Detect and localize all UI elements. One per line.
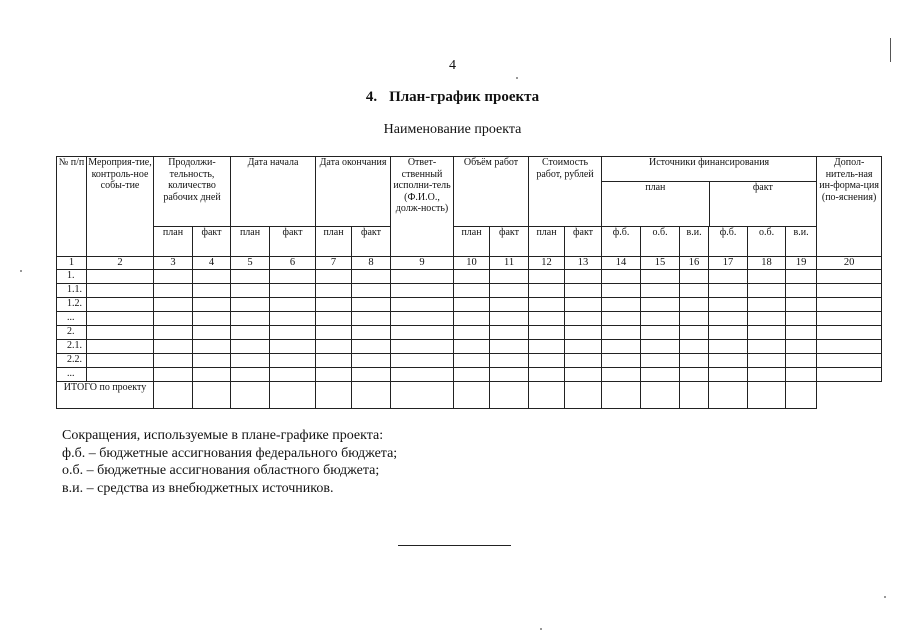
table-cell bbox=[529, 353, 565, 367]
table-cell bbox=[786, 367, 817, 381]
table-cell bbox=[154, 353, 193, 367]
table-cell bbox=[391, 325, 454, 339]
header-plan-fb: ф.б. bbox=[602, 227, 641, 257]
table-cell bbox=[680, 269, 709, 283]
table-cell bbox=[391, 353, 454, 367]
table-cell bbox=[270, 297, 316, 311]
table-cell bbox=[748, 381, 786, 408]
header-volume-plan: план bbox=[454, 227, 490, 257]
row-number: 2.2. bbox=[57, 353, 87, 367]
header-sources: Источники финансирования bbox=[648, 157, 770, 168]
table-cell bbox=[786, 325, 817, 339]
table-cell bbox=[231, 311, 270, 325]
table-cell bbox=[641, 339, 680, 353]
table-cell bbox=[748, 325, 786, 339]
header-duration-plan: план bbox=[154, 227, 193, 257]
abbreviations-notes bbox=[62, 427, 397, 497]
table-cell bbox=[748, 283, 786, 297]
table-cell bbox=[680, 311, 709, 325]
table-cell bbox=[748, 339, 786, 353]
table-row bbox=[57, 367, 882, 381]
table-cell bbox=[641, 283, 680, 297]
table-cell bbox=[154, 381, 193, 408]
table-cell bbox=[490, 325, 529, 339]
table-cell bbox=[193, 325, 231, 339]
table-cell bbox=[786, 339, 817, 353]
column-number: 19 bbox=[786, 257, 817, 270]
table-cell bbox=[87, 353, 154, 367]
table-cell bbox=[270, 381, 316, 408]
end-rule bbox=[398, 545, 511, 546]
table-cell bbox=[391, 339, 454, 353]
table-cell bbox=[817, 367, 882, 381]
header-start-fact: факт bbox=[270, 227, 316, 257]
table-cell bbox=[193, 353, 231, 367]
table-cell bbox=[817, 269, 882, 283]
table-row bbox=[57, 339, 882, 353]
header-fact-ob: о.б. bbox=[748, 227, 786, 257]
table-cell bbox=[641, 325, 680, 339]
table-cell bbox=[641, 297, 680, 311]
table-cell bbox=[154, 283, 193, 297]
table-cell bbox=[786, 283, 817, 297]
header-start-plan: план bbox=[231, 227, 270, 257]
table-cell bbox=[490, 367, 529, 381]
column-number: 10 bbox=[454, 257, 490, 270]
header-cost-plan: план bbox=[529, 227, 565, 257]
column-number: 5 bbox=[231, 257, 270, 270]
table-cell bbox=[680, 339, 709, 353]
table-cell bbox=[529, 381, 565, 408]
table-cell bbox=[709, 381, 748, 408]
table-cell bbox=[231, 297, 270, 311]
table-row bbox=[57, 269, 882, 283]
table-cell bbox=[680, 297, 709, 311]
table-cell bbox=[817, 283, 882, 297]
table-cell bbox=[454, 325, 490, 339]
table-cell bbox=[391, 367, 454, 381]
header-additional: Допол-нитель-ная ин-форма-ция (по-яснения) bbox=[817, 157, 882, 257]
table-cell bbox=[454, 381, 490, 408]
table-cell bbox=[748, 269, 786, 283]
table-cell bbox=[270, 353, 316, 367]
table-cell bbox=[193, 367, 231, 381]
table-cell bbox=[817, 297, 882, 311]
table-cell bbox=[154, 325, 193, 339]
header-cost-fact: факт bbox=[565, 227, 602, 257]
table-cell bbox=[709, 297, 748, 311]
table-cell bbox=[817, 311, 882, 325]
column-number: 4 bbox=[193, 257, 231, 270]
table-cell bbox=[391, 297, 454, 311]
table-cell bbox=[193, 381, 231, 408]
column-number: 7 bbox=[316, 257, 352, 270]
table-cell bbox=[641, 381, 680, 408]
table-cell bbox=[352, 367, 391, 381]
table-cell bbox=[193, 297, 231, 311]
table-cell bbox=[154, 297, 193, 311]
table-cell bbox=[352, 297, 391, 311]
table-cell bbox=[352, 269, 391, 283]
table-cell bbox=[709, 283, 748, 297]
table-cell bbox=[529, 339, 565, 353]
table-cell bbox=[454, 269, 490, 283]
header-fact-vi: в.и. bbox=[786, 227, 817, 257]
table-cell bbox=[602, 367, 641, 381]
table-cell bbox=[817, 325, 882, 339]
table-cell bbox=[565, 297, 602, 311]
header-event: Мероприя-тие, контроль-ное собы-тие bbox=[87, 157, 154, 257]
table-cell bbox=[352, 283, 391, 297]
total-row bbox=[57, 381, 882, 408]
header-cost: Стоимость работ, рублей bbox=[529, 157, 602, 227]
column-number: 18 bbox=[748, 257, 786, 270]
table-cell bbox=[602, 381, 641, 408]
row-number: 1.2. bbox=[57, 297, 87, 311]
table-cell bbox=[602, 325, 641, 339]
page-number: 4 bbox=[449, 58, 456, 73]
table-cell bbox=[231, 381, 270, 408]
table-cell bbox=[154, 339, 193, 353]
column-number: 6 bbox=[270, 257, 316, 270]
note-item: в.и. – средства из внебюджетных источников. bbox=[62, 480, 334, 496]
row-number: 1. bbox=[57, 269, 87, 283]
scan-speck bbox=[20, 270, 22, 272]
table-cell bbox=[490, 381, 529, 408]
table-cell bbox=[709, 353, 748, 367]
table-cell bbox=[316, 353, 352, 367]
table-cell bbox=[270, 311, 316, 325]
column-number: 16 bbox=[680, 257, 709, 270]
table-cell bbox=[454, 311, 490, 325]
table-cell bbox=[748, 367, 786, 381]
table-cell bbox=[316, 311, 352, 325]
table-cell bbox=[316, 269, 352, 283]
row-number: ... bbox=[57, 367, 87, 381]
table-cell bbox=[565, 283, 602, 297]
table-cell bbox=[490, 283, 529, 297]
table-cell bbox=[231, 339, 270, 353]
section-number: 4. bbox=[365, 89, 378, 105]
table-cell bbox=[529, 297, 565, 311]
table-cell bbox=[316, 283, 352, 297]
table-cell bbox=[490, 311, 529, 325]
table-cell bbox=[316, 339, 352, 353]
table-cell bbox=[87, 283, 154, 297]
table-body bbox=[57, 269, 882, 381]
table-cell bbox=[786, 297, 817, 311]
table-row bbox=[57, 311, 882, 325]
table-cell bbox=[231, 283, 270, 297]
table-cell bbox=[680, 367, 709, 381]
table-cell bbox=[565, 269, 602, 283]
header-start-date: Дата начала bbox=[231, 157, 316, 227]
scan-speck bbox=[540, 628, 542, 630]
project-name-label: Наименование проекта bbox=[383, 122, 522, 137]
table-cell bbox=[529, 325, 565, 339]
table-cell bbox=[748, 353, 786, 367]
column-number: 9 bbox=[391, 257, 454, 270]
table-cell bbox=[270, 367, 316, 381]
table-cell bbox=[270, 283, 316, 297]
column-number: 2 bbox=[87, 257, 154, 270]
table-cell bbox=[87, 297, 154, 311]
table-cell bbox=[193, 269, 231, 283]
table-cell bbox=[602, 283, 641, 297]
table-cell bbox=[231, 325, 270, 339]
table-cell bbox=[87, 325, 154, 339]
column-number: 15 bbox=[641, 257, 680, 270]
table-cell bbox=[391, 381, 454, 408]
table-cell bbox=[270, 339, 316, 353]
column-number: 13 bbox=[565, 257, 602, 270]
header-duration-fact: факт bbox=[193, 227, 231, 257]
table-cell bbox=[352, 353, 391, 367]
table-cell bbox=[352, 325, 391, 339]
table-cell bbox=[786, 311, 817, 325]
table-cell bbox=[786, 353, 817, 367]
scan-edge-mark bbox=[890, 38, 891, 62]
table-cell bbox=[680, 283, 709, 297]
table-cell bbox=[565, 311, 602, 325]
table-cell bbox=[565, 339, 602, 353]
table-cell bbox=[641, 353, 680, 367]
row-number: 1.1. bbox=[57, 283, 87, 297]
note-item: о.б. – бюджетные ассигнования областного бюджета; bbox=[62, 463, 380, 478]
table-cell bbox=[316, 367, 352, 381]
column-number: 8 bbox=[352, 257, 391, 270]
table-cell bbox=[529, 311, 565, 325]
table-cell bbox=[565, 353, 602, 367]
header-plan-vi: в.и. bbox=[680, 227, 709, 257]
table-cell bbox=[786, 381, 817, 408]
table-cell bbox=[316, 381, 352, 408]
column-number: 20 bbox=[817, 257, 882, 270]
table-cell bbox=[87, 339, 154, 353]
header-no: № п/п bbox=[57, 157, 87, 257]
table-cell bbox=[490, 297, 529, 311]
column-number: 11 bbox=[490, 257, 529, 270]
table-cell bbox=[154, 269, 193, 283]
table-cell bbox=[193, 339, 231, 353]
row-number: 2. bbox=[57, 325, 87, 339]
header-responsible: Ответ-ственный исполни-тель (Ф.И.О., долж-ность) bbox=[391, 157, 454, 257]
table-cell bbox=[391, 269, 454, 283]
table-cell bbox=[193, 311, 231, 325]
table-cell bbox=[602, 353, 641, 367]
table-cell bbox=[454, 367, 490, 381]
table-cell bbox=[352, 311, 391, 325]
table-cell bbox=[565, 325, 602, 339]
header-sources-plan: план bbox=[602, 182, 710, 226]
total-label: ИТОГО по проекту bbox=[57, 381, 154, 408]
header-volume: Объём работ bbox=[454, 157, 529, 227]
section-title bbox=[0, 89, 905, 106]
column-number: 1 bbox=[57, 257, 87, 270]
table-cell bbox=[87, 311, 154, 325]
table-cell bbox=[154, 367, 193, 381]
table-row bbox=[57, 353, 882, 367]
table-cell bbox=[529, 283, 565, 297]
table-cell bbox=[709, 367, 748, 381]
section-title-text: План-график проекта bbox=[389, 89, 540, 105]
table-cell bbox=[709, 325, 748, 339]
table-cell bbox=[454, 339, 490, 353]
table-cell bbox=[529, 269, 565, 283]
table-cell bbox=[270, 325, 316, 339]
table-cell bbox=[680, 325, 709, 339]
notes-heading: Сокращения, используемые в плане-графике проекта: bbox=[62, 428, 384, 443]
table-cell bbox=[391, 283, 454, 297]
table-cell bbox=[641, 311, 680, 325]
table-cell bbox=[565, 367, 602, 381]
table-cell bbox=[602, 297, 641, 311]
table-cell bbox=[817, 339, 882, 353]
table-cell bbox=[680, 353, 709, 367]
table-cell bbox=[529, 367, 565, 381]
table-cell bbox=[231, 353, 270, 367]
row-number: ... bbox=[57, 311, 87, 325]
table-cell bbox=[490, 339, 529, 353]
header-duration: Продолжи-тельность, количество рабочих дней bbox=[154, 157, 231, 227]
table-cell bbox=[352, 339, 391, 353]
header-volume-fact: факт bbox=[490, 227, 529, 257]
header-end-fact: факт bbox=[352, 227, 391, 257]
table-cell bbox=[454, 297, 490, 311]
table-cell bbox=[490, 269, 529, 283]
scan-speck bbox=[516, 77, 518, 79]
table-cell bbox=[786, 269, 817, 283]
header-plan-ob: о.б. bbox=[641, 227, 680, 257]
table-cell bbox=[602, 339, 641, 353]
table-cell bbox=[748, 311, 786, 325]
note-item: ф.б. – бюджетные ассигнования федерального бюджета; bbox=[62, 445, 398, 461]
table-row bbox=[57, 297, 882, 311]
table-cell bbox=[748, 297, 786, 311]
header-end-date: Дата окончания bbox=[316, 157, 391, 227]
table-cell bbox=[316, 325, 352, 339]
table-row bbox=[57, 283, 882, 297]
table-cell bbox=[490, 353, 529, 367]
table-cell bbox=[709, 311, 748, 325]
project-schedule-table bbox=[56, 156, 882, 409]
table-cell bbox=[680, 381, 709, 408]
table-cell bbox=[641, 269, 680, 283]
row-number: 2.1. bbox=[57, 339, 87, 353]
table-cell bbox=[193, 283, 231, 297]
table-cell bbox=[709, 269, 748, 283]
table-cell bbox=[709, 339, 748, 353]
table-cell bbox=[565, 381, 602, 408]
table-cell bbox=[602, 311, 641, 325]
table-cell bbox=[641, 367, 680, 381]
column-number: 14 bbox=[602, 257, 641, 270]
scan-speck bbox=[884, 596, 886, 598]
table-cell bbox=[87, 367, 154, 381]
column-number: 12 bbox=[529, 257, 565, 270]
column-number: 3 bbox=[154, 257, 193, 270]
column-number: 17 bbox=[709, 257, 748, 270]
table-cell bbox=[352, 381, 391, 408]
header-sources-fact: факт bbox=[752, 182, 773, 193]
header-sources-block bbox=[602, 157, 817, 227]
table-cell bbox=[231, 367, 270, 381]
table-cell bbox=[391, 311, 454, 325]
column-number-row bbox=[57, 257, 882, 270]
table-cell bbox=[817, 353, 882, 367]
table-cell bbox=[454, 283, 490, 297]
table-cell bbox=[231, 269, 270, 283]
table-cell bbox=[316, 297, 352, 311]
table-cell bbox=[602, 269, 641, 283]
table-cell bbox=[87, 269, 154, 283]
header-fact-fb: ф.б. bbox=[709, 227, 748, 257]
table-row bbox=[57, 325, 882, 339]
table-cell bbox=[454, 353, 490, 367]
table-cell bbox=[154, 311, 193, 325]
header-end-plan: план bbox=[316, 227, 352, 257]
table-cell bbox=[270, 269, 316, 283]
